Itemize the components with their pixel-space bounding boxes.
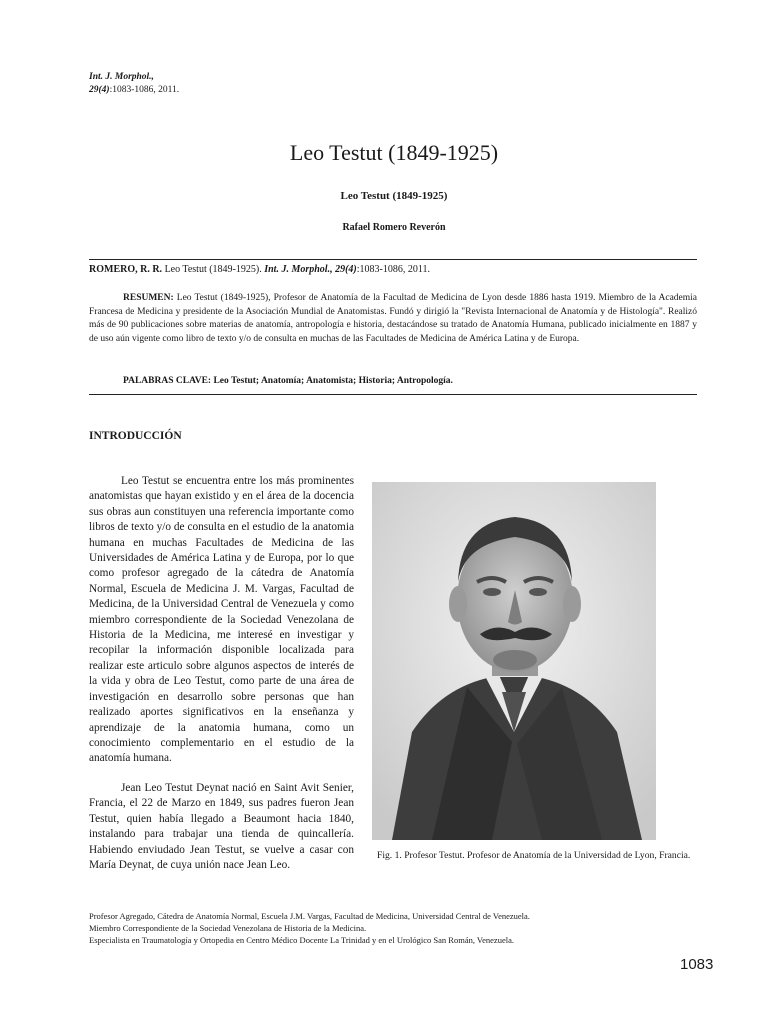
citation-text: Leo Testut (1849-1925). — [162, 264, 265, 275]
footnotes — [89, 910, 530, 946]
top-divider — [89, 259, 697, 260]
abstract-text: Leo Testut (1849-1925), Profesor de Anatomía de la Facultad de Medicina de Lyon desde 1886 hasta 1919. Miembro de la Academia Francesa de Medicina y presidente de la Asociación Mundial de Anatomistas. Fundó y dirigió la "Revista Internacional de Anatomía y de Histología". Realizó más de 90 publicaciones sobre materias de anatomía, antropología e historia, destacándose su tratado de Anatomía Humana, publicado inicialmente en 1887 y de uso aún vigente como libro de texto y/o de consulta en muchas de las Facultades de Medicina de América Latina y de Europa. — [89, 293, 697, 344]
footnote-1: Profesor Agregado, Cátedra de Anatomía Normal, Escuela J.M. Vargas, Facultad de Medicina, Universidad Central de Venezuela. — [89, 911, 530, 921]
bottom-divider — [89, 394, 697, 395]
article-author: Rafael Romero Reverón — [342, 222, 446, 233]
journal-name: Int. J. Morphol., — [89, 72, 154, 82]
portrait-photo — [372, 482, 656, 840]
citation-line — [89, 264, 430, 275]
citation-pages: :1083-1086, 2011. — [356, 264, 430, 275]
abstract-label: RESUMEN: — [123, 293, 174, 303]
keywords: PALABRAS CLAVE: Leo Testut; Anatomía; Anatomista; Historia; Antropología. — [123, 376, 453, 386]
portrait-illustration — [372, 482, 656, 840]
journal-pages: :1083-1086, 2011. — [109, 85, 180, 95]
figure-caption: Fig. 1. Profesor Testut. Profesor de Anatomía de la Universidad de Lyon, Francia. — [377, 850, 691, 861]
abstract — [89, 292, 697, 346]
footnote-3: Especialista en Traumatología y Ortopedia en Centro Médico Docente La Trinidad y en el Urológico San Román, Venezuela. — [89, 935, 514, 945]
article-title: Leo Testut (1849-1925) — [289, 140, 499, 165]
footnote-2: Miembro Correspondiente de la Sociedad Venezolana de Historia de la Medicina. — [89, 923, 367, 933]
journal-reference — [89, 71, 179, 97]
article-subtitle: Leo Testut (1849-1925) — [340, 190, 448, 202]
body-paragraph-2: Jean Leo Testut Deynat nació en Saint Avit Senier, Francia, el 22 de Marzo en 1849, sus padres fueron Jean Testut, quien había llegado a Beaumont hacia 1840, instalando para trabajar una tienda de quincallería. Habiendo enviudado Jean Testut, se vuelve a casar con María Deynat, de cuya unión nace Jean Leo. — [89, 782, 354, 872]
section-heading: INTRODUCCIÓN — [89, 430, 182, 442]
citation-journal: Int. J. Morphol., 29(4) — [264, 264, 357, 275]
citation-authors: ROMERO, R. R. — [89, 264, 163, 275]
journal-volume: 29(4) — [89, 85, 110, 95]
page-number: 1083 — [680, 956, 714, 973]
body-paragraph-1: Leo Testut se encuentra entre los más prominentes anatomistas que hayan existido y en el área de la docencia sus obras aun constituyen una referencia importante como libros de texto y/o de consulta en el estudio de la anatomia humana en muchas Facultades de Medicina de las Universidades de América Latina y de Europa, por lo que como profesor agregado de la cátedra de Anatomía Normal, Escuela de Medicina J. M. Vargas, Facultad de Medicina, de la Universidad Central de Venezuela y como miembro correspondiente de la Sociedad Venezolana de Historia de la Medicina, me interesé en investigar y recopilar la información disponible localizada para realizar este articulo sobre algunos aspectos de interés de la vida y obra de Leo Testut, como parte de una área de investigación en desarrollo sobre personas que han realizado aportes significativos en la enseñanza y aprendizaje de la anatomia humana, como un conocimiento complementario en el estudio de la anatomía humana. — [89, 475, 354, 765]
